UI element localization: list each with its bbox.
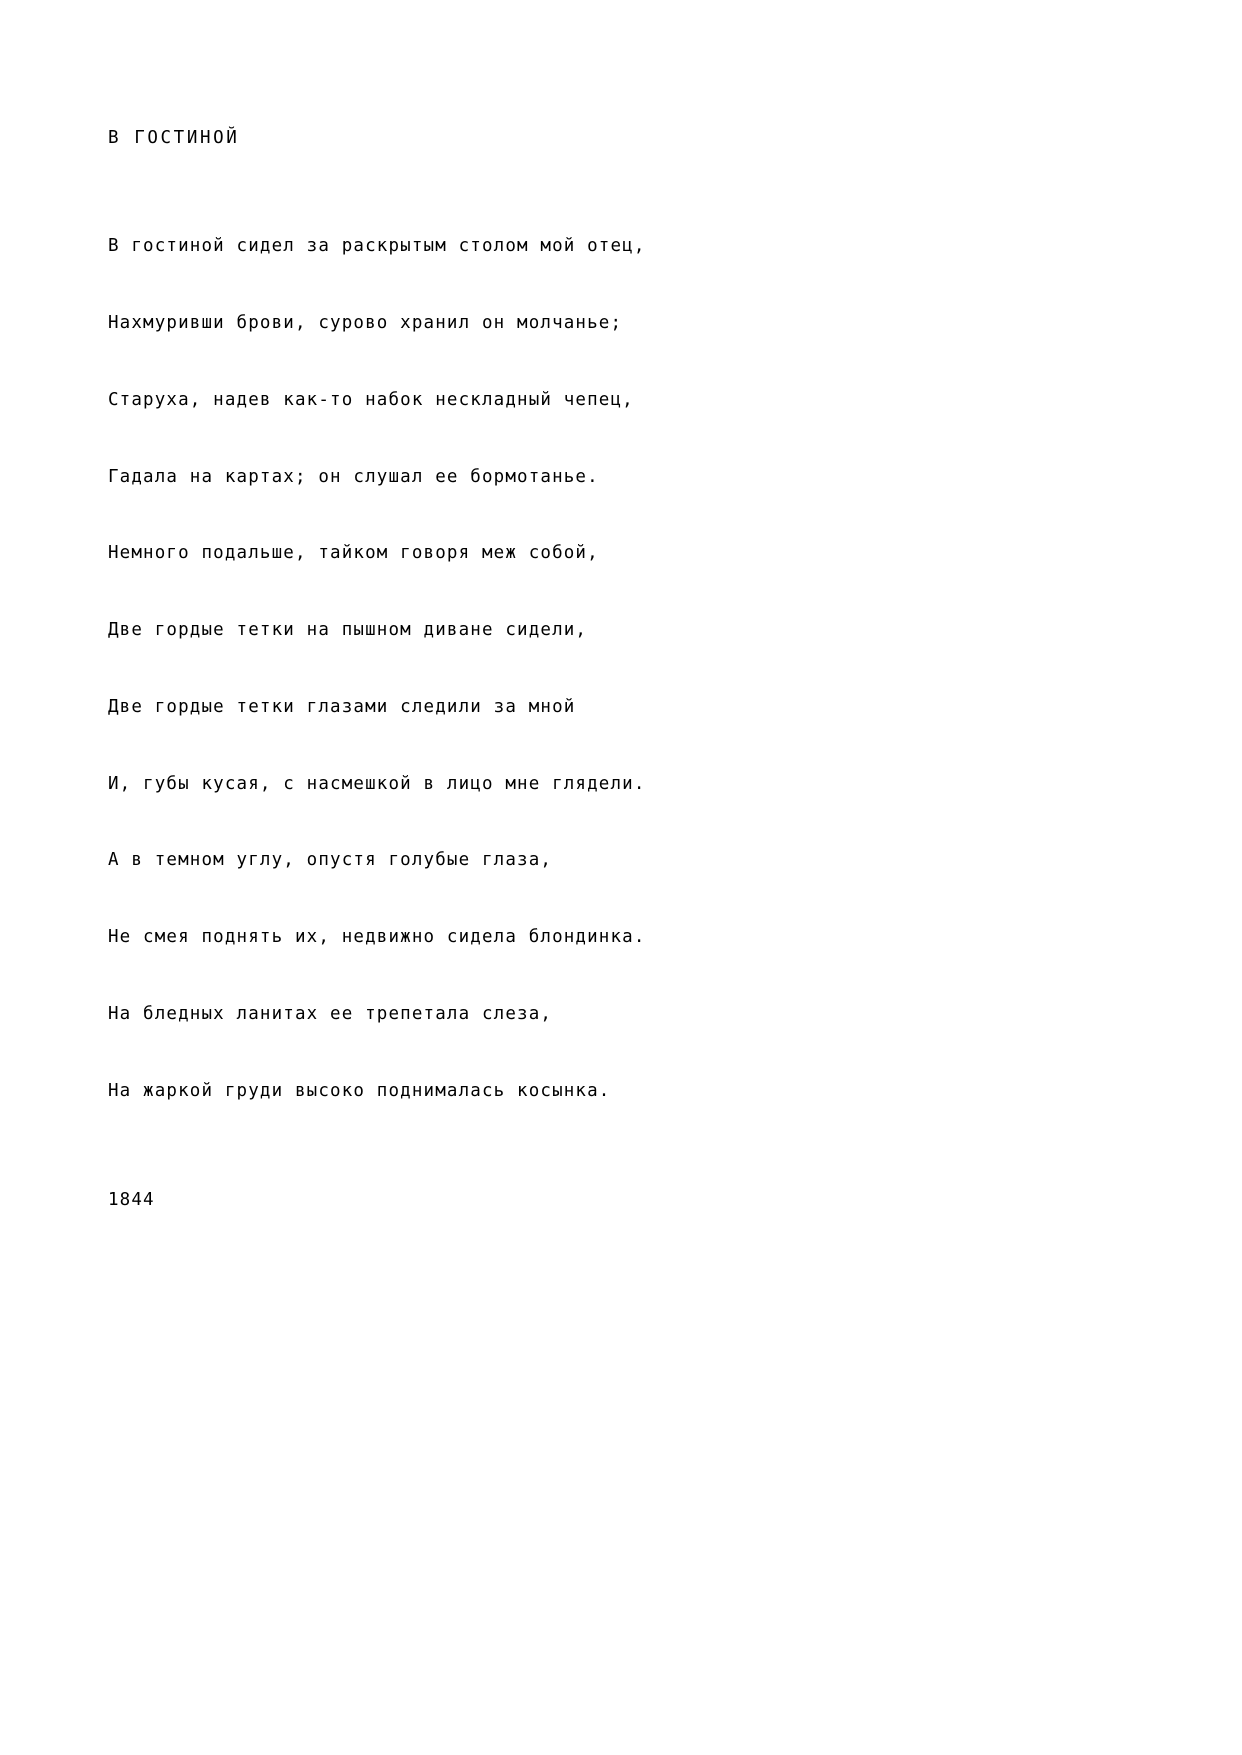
poem-line: А в темном углу, опустя голубые глаза, — [108, 850, 553, 871]
poem-body — [108, 183, 1132, 1156]
poem-line: Нахмуривши брови, сурово хранил он молчанье; — [108, 312, 623, 333]
poem-line: Гадала на картах; он слушал ее бормотанье. — [108, 466, 599, 487]
poem-line: Старуха, надев как-то набок нескладный чепец, — [108, 389, 634, 410]
poem-year: 1844 — [108, 1189, 155, 1210]
poem-line: Не смея поднять их, недвижно сидела блондинка. — [108, 927, 646, 948]
poem-line: В гостиной сидел за раскрытым столом мой отец, — [108, 236, 646, 257]
poem-line: Две гордые тетки на пышном диване сидели, — [108, 620, 588, 641]
poem-line: На бледных ланитах ее трепетала слеза, — [108, 1004, 553, 1024]
poem-line: И, губы кусая, с насмешкой в лицо мне глядели. — [108, 773, 646, 794]
poem-line: Немного подальше, тайком говоря меж собой, — [108, 543, 599, 564]
poem-line: На жаркой груди высоко поднималась косынка. — [108, 1080, 611, 1101]
poem-line: Две гордые тетки глазами следили за мной — [108, 696, 576, 717]
page-title: В ГОСТИНОЙ — [108, 128, 240, 148]
